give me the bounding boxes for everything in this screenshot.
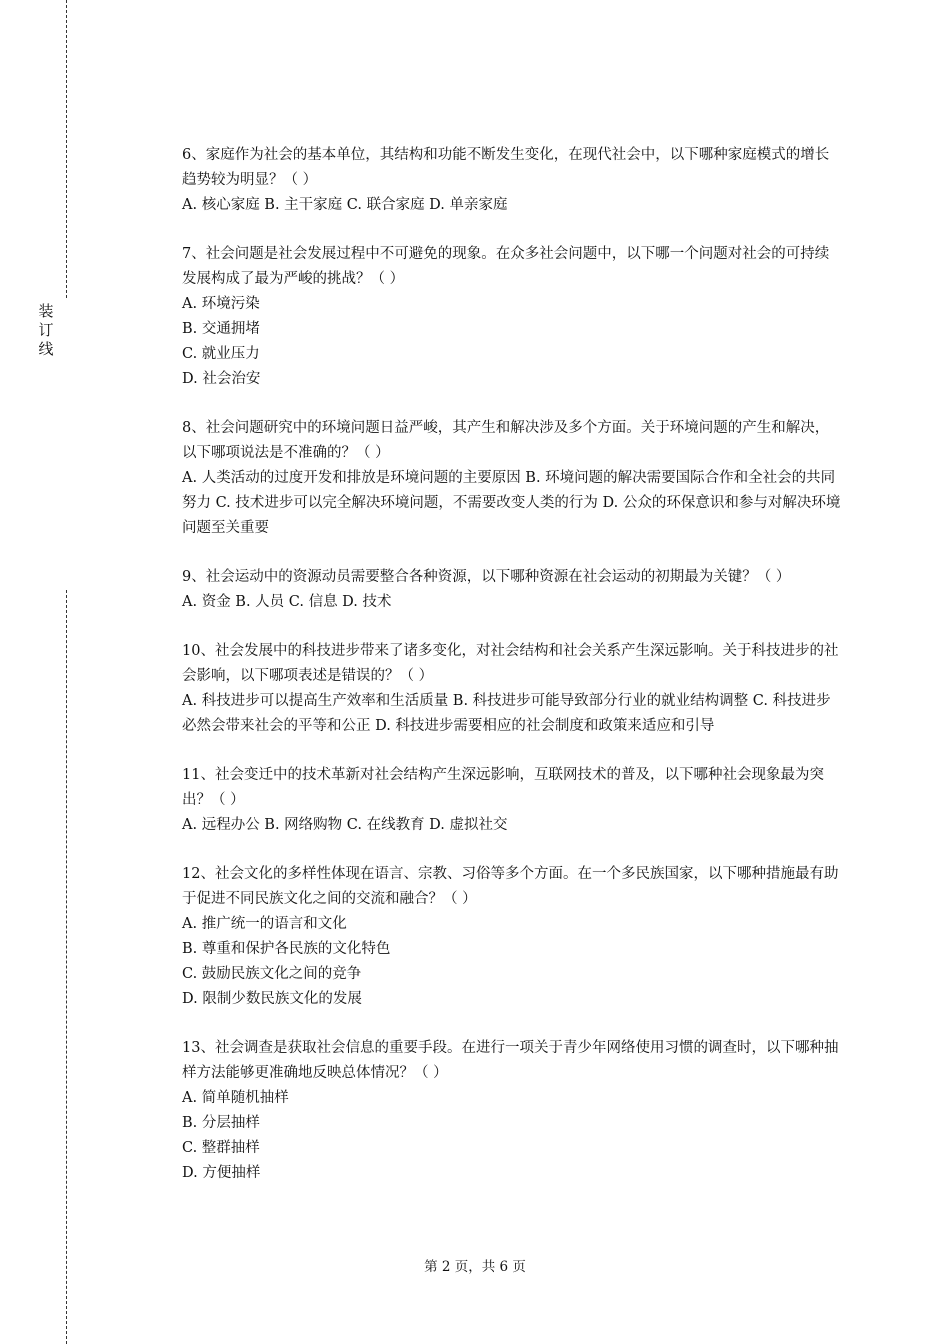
option-d: D. 方便抽样: [182, 1165, 261, 1181]
question-13: [182, 1036, 842, 1186]
option-b: B. 分层抽样: [182, 1115, 260, 1131]
question-text: 8、社会问题研究中的环境问题日益严峻，其产生和解决涉及多个方面。关于环境问题的产生和解决，以下哪项说法是不准确的？（ ）: [182, 420, 830, 461]
question-text: 10、社会发展中的科技进步带来了诸多变化，对社会结构和社会关系产生深远影响。关于科技进步的社会影响，以下哪项表述是错误的？（ ）: [182, 643, 839, 684]
question-text: 11、社会变迁中的技术革新对社会结构产生深远影响，互联网技术的普及，以下哪种社会现象最为突出？（ ）: [182, 767, 824, 808]
binding-label-char: 订: [38, 321, 54, 339]
binding-dashed-line-bottom: [66, 590, 67, 1344]
binding-label: [36, 302, 56, 359]
question-text: 9、社会运动中的资源动员需要整合各种资源，以下哪种资源在社会运动的初期最为关键？（ ）: [182, 569, 791, 585]
question-options: A. 科技进步可以提高生产效率和生活质量 B. 科技进步可能导致部分行业的就业结构调整 C. 科技进步必然会带来社会的平等和公正 D. 科技进步需要相应的社会制度和政策来适应和引导: [182, 693, 831, 734]
option-c: C. 就业压力: [182, 346, 260, 362]
question-text: 6、家庭作为社会的基本单位，其结构和功能不断发生变化，在现代社会中，以下哪种家庭模式的增长趋势较为明显？（ ）: [182, 147, 830, 188]
binding-label-char: 线: [38, 340, 54, 358]
option-a: A. 推广统一的语言和文化: [182, 916, 347, 932]
option-b: B. 交通拥堵: [182, 321, 260, 337]
binding-label-char: 装: [38, 302, 54, 320]
option-d: D. 限制少数民族文化的发展: [182, 991, 362, 1007]
question-text: 13、社会调查是获取社会信息的重要手段。在进行一项关于青少年网络使用习惯的调查时，以下哪种抽样方法能够更准确地反映总体情况？（ ）: [182, 1040, 839, 1081]
question-options: A. 远程办公 B. 网络购物 C. 在线教育 D. 虚拟社交: [182, 817, 508, 833]
question-9: [182, 565, 842, 615]
question-options: A. 核心家庭 B. 主干家庭 C. 联合家庭 D. 单亲家庭: [182, 197, 508, 213]
option-c: C. 鼓励民族文化之间的竞争: [182, 966, 362, 982]
option-a: A. 环境污染: [182, 296, 260, 312]
question-10: [182, 639, 842, 739]
question-7: [182, 242, 842, 392]
page-number: 第 2 页，共 6 页: [424, 1259, 526, 1275]
question-options: A. 资金 B. 人员 C. 信息 D. 技术: [182, 594, 392, 610]
question-text: 12、社会文化的多样性体现在语言、宗教、习俗等多个方面。在一个多民族国家，以下哪种措施最有助于促进不同民族文化之间的交流和融合？（ ）: [182, 866, 839, 907]
question-6: [182, 143, 842, 218]
binding-dashed-line-top: [66, 0, 67, 298]
option-c: C. 整群抽样: [182, 1140, 260, 1156]
question-options: A. 人类活动的过度开发和排放是环境问题的主要原因 B. 环境问题的解决需要国际合作和全社会的共同努力 C. 技术进步可以完全解决环境问题，不需要改变人类的行为 D. 公众的环保意识和参与对解决环境问题至关重要: [182, 470, 841, 536]
question-11: [182, 763, 842, 838]
option-b: B. 尊重和保护各民族的文化特色: [182, 941, 391, 957]
question-8: [182, 416, 842, 541]
option-a: A. 简单随机抽样: [182, 1090, 289, 1106]
question-12: [182, 862, 842, 1012]
question-text: 7、社会问题是社会发展过程中不可避免的现象。在众多社会问题中，以下哪一个问题对社会的可持续发展构成了最为严峻的挑战？（ ）: [182, 246, 830, 287]
option-d: D. 社会治安: [182, 371, 261, 387]
question-list: [182, 143, 842, 1210]
